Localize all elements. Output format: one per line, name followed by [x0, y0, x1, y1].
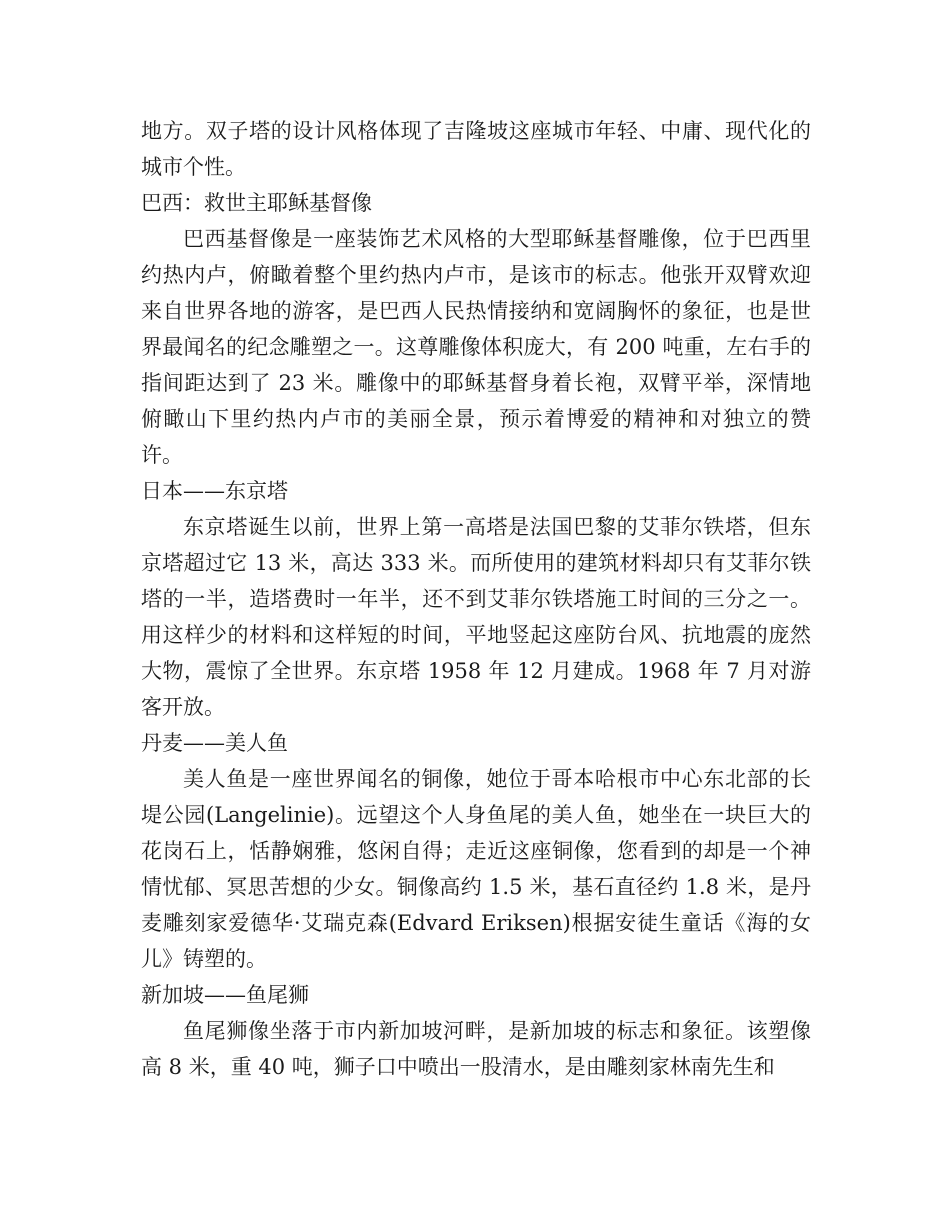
heading-denmark: 丹麦——美人鱼	[141, 731, 288, 755]
paragraph-singapore: 鱼尾狮像坐落于市内新加坡河畔，是新加坡的标志和象征。该塑像高 8 米，重 40 吨，狮子口中喷出一股清水，是由雕刻家林南先生和	[141, 1019, 811, 1079]
document-page	[141, 113, 811, 1085]
paragraph-brazil: 巴西基督像是一座装饰艺术风格的大型耶稣基督雕像，位于巴西里约热内卢，俯瞰着整个里约热内卢市，是该市的标志。他张开双臂欢迎来自世界各地的游客，是巴西人民热情接纳和宽阔胸怀的象征，也是世界最闻名的纪念雕塑之一。这尊雕像体积庞大，有 200 吨重，左右手的指间距达到了 23 米。雕像中的耶稣基督身着长袍，双臂平举，深情地俯瞰山下里约热内卢市的美丽全景，预示着博爱的精神和对独立的赞许。	[141, 227, 811, 467]
paragraph-denmark: 美人鱼是一座世界闻名的铜像，她位于哥本哈根市中心东北部的长堤公园(Langelinie)。远望这个人身鱼尾的美人鱼，她坐在一块巨大的花岗石上，恬静娴雅，悠闲自得；走近这座铜像，您看到的却是一个神情忧郁、冥思苦想的少女。铜像高约 1.5 米，基石直径约 1.8 米，是丹麦雕刻家爱德华·艾瑞克森(Edvard Eriksen)根据安徒生童话《海的女儿》铸塑的。	[141, 767, 811, 971]
heading-brazil: 巴西：救世主耶稣基督像	[141, 191, 372, 215]
heading-japan: 日本——东京塔	[141, 479, 288, 503]
heading-singapore: 新加坡——鱼尾狮	[141, 983, 309, 1007]
paragraph-twin-towers-end: 地方。双子塔的设计风格体现了吉隆坡这座城市年轻、中庸、现代化的城市个性。	[141, 119, 811, 179]
paragraph-japan: 东京塔诞生以前，世界上第一高塔是法国巴黎的艾菲尔铁塔，但东京塔超过它 13 米，高达 333 米。而所使用的建筑材料却只有艾菲尔铁塔的一半，造塔费时一年半，还不到艾菲尔铁塔施工时间的三分之一。用这样少的材料和这样短的时间，平地竖起这座防台风、抗地震的庞然大物，震惊了全世界。东京塔 1958 年 12 月建成。1968 年 7 月对游客开放。	[141, 515, 811, 719]
